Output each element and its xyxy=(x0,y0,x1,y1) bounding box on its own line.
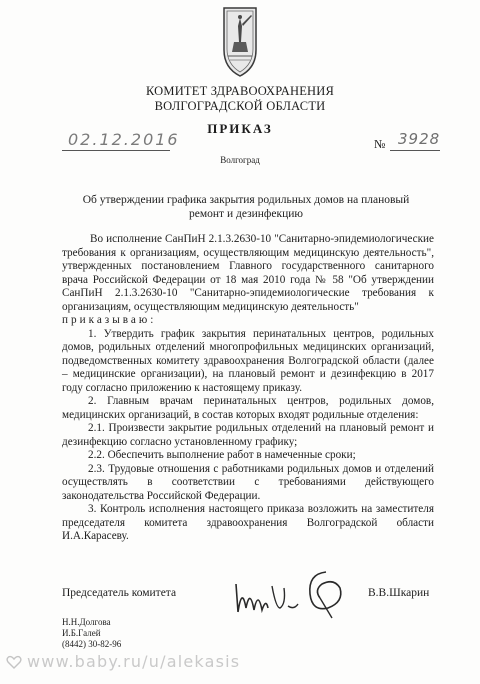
handwritten-signature xyxy=(228,568,358,620)
order-body xyxy=(62,233,434,544)
decree-word: приказываю: xyxy=(62,314,157,326)
organization-name-line2: ВОЛГОГРАДСКОЙ ОБЛАСТИ xyxy=(154,99,326,113)
signatory-position: Председатель комитета xyxy=(62,587,177,599)
number-sign: № xyxy=(374,137,386,151)
number-underline xyxy=(390,150,440,151)
order-item-2-2: 2.2. Обеспечить выполнение работ в намеченные сроки; xyxy=(88,449,356,461)
date-underline xyxy=(62,150,170,151)
city-name: Волгоград xyxy=(220,155,260,165)
order-item-2: 2. Главным врачам перинатальных центров, родильных домов, медицинских организаций, в состав которых входят родильные отделения: xyxy=(62,395,434,421)
heart-logo-icon xyxy=(6,654,22,670)
organization-name-line1: КОМИТЕТ ЗДРАВООХРАНЕНИЯ xyxy=(145,84,335,98)
executor-phone: (8442) 30-82-96 xyxy=(62,639,122,649)
site-watermark xyxy=(6,652,240,671)
preamble-paragraph: Во исполнение СанПиН 2.1.3.2630-10 "Санитарно-эпидемиологические требования к организациям, осуществляющим медицинскую деятельность", утвержденных постановлением Главного государственного санитарного врача Российской Федерации от 18 мая 2010 года № 58 "Об утверждении СанПиН 2.1.3.2630-10 "Санитарно-эпидемиологические требования к организациям, осуществляющим медицинскую деятельность" xyxy=(62,233,434,313)
handwritten-order-number: 3928 xyxy=(398,130,441,148)
watermark-text: www.baby.ru/u/alekasis xyxy=(27,652,241,671)
executor-name-2: И.Б.Галей xyxy=(62,628,101,638)
order-item-3: 3. Контроль исполнения настоящего приказа возложить на заместителя председателя комитета здравоохранения Волгоградской области И.А.Карасеву. xyxy=(62,503,434,542)
executor-name-1: Н.Н.Долгова xyxy=(62,617,111,627)
volgograd-region-coat-of-arms-icon xyxy=(222,6,258,78)
order-subject: Об утверждении графика закрытия родильных домов на плановый ремонт и дезинфекцию xyxy=(82,194,410,220)
order-item-1: 1. Утвердить график закрытия перинатальных центров, родильных домов, родильных отделений многопрофильных медицинских организаций, подведомственных комитету здравоохранения Волгоградской области (далее – медицинские организации), на плановый ремонт и дезинфекцию в 2017 году согласно приложению к настоящему приказу. xyxy=(62,327,434,394)
order-item-2-3: 2.3. Трудовые отношения с работниками родильных домов и отделений осуществлять в соответствии с требованиями действующего законодательства Российской Федерации. xyxy=(62,462,434,502)
handwritten-date: 02.12.2016 xyxy=(68,130,180,149)
order-item-2-1: 2.1. Произвести закрытие родильных отделений на плановый ремонт и дезинфекцию согласно установленному графику; xyxy=(62,422,434,448)
signatory-name: В.В.Шкарин xyxy=(368,587,430,599)
document-type-title: ПРИКАЗ xyxy=(207,121,273,136)
